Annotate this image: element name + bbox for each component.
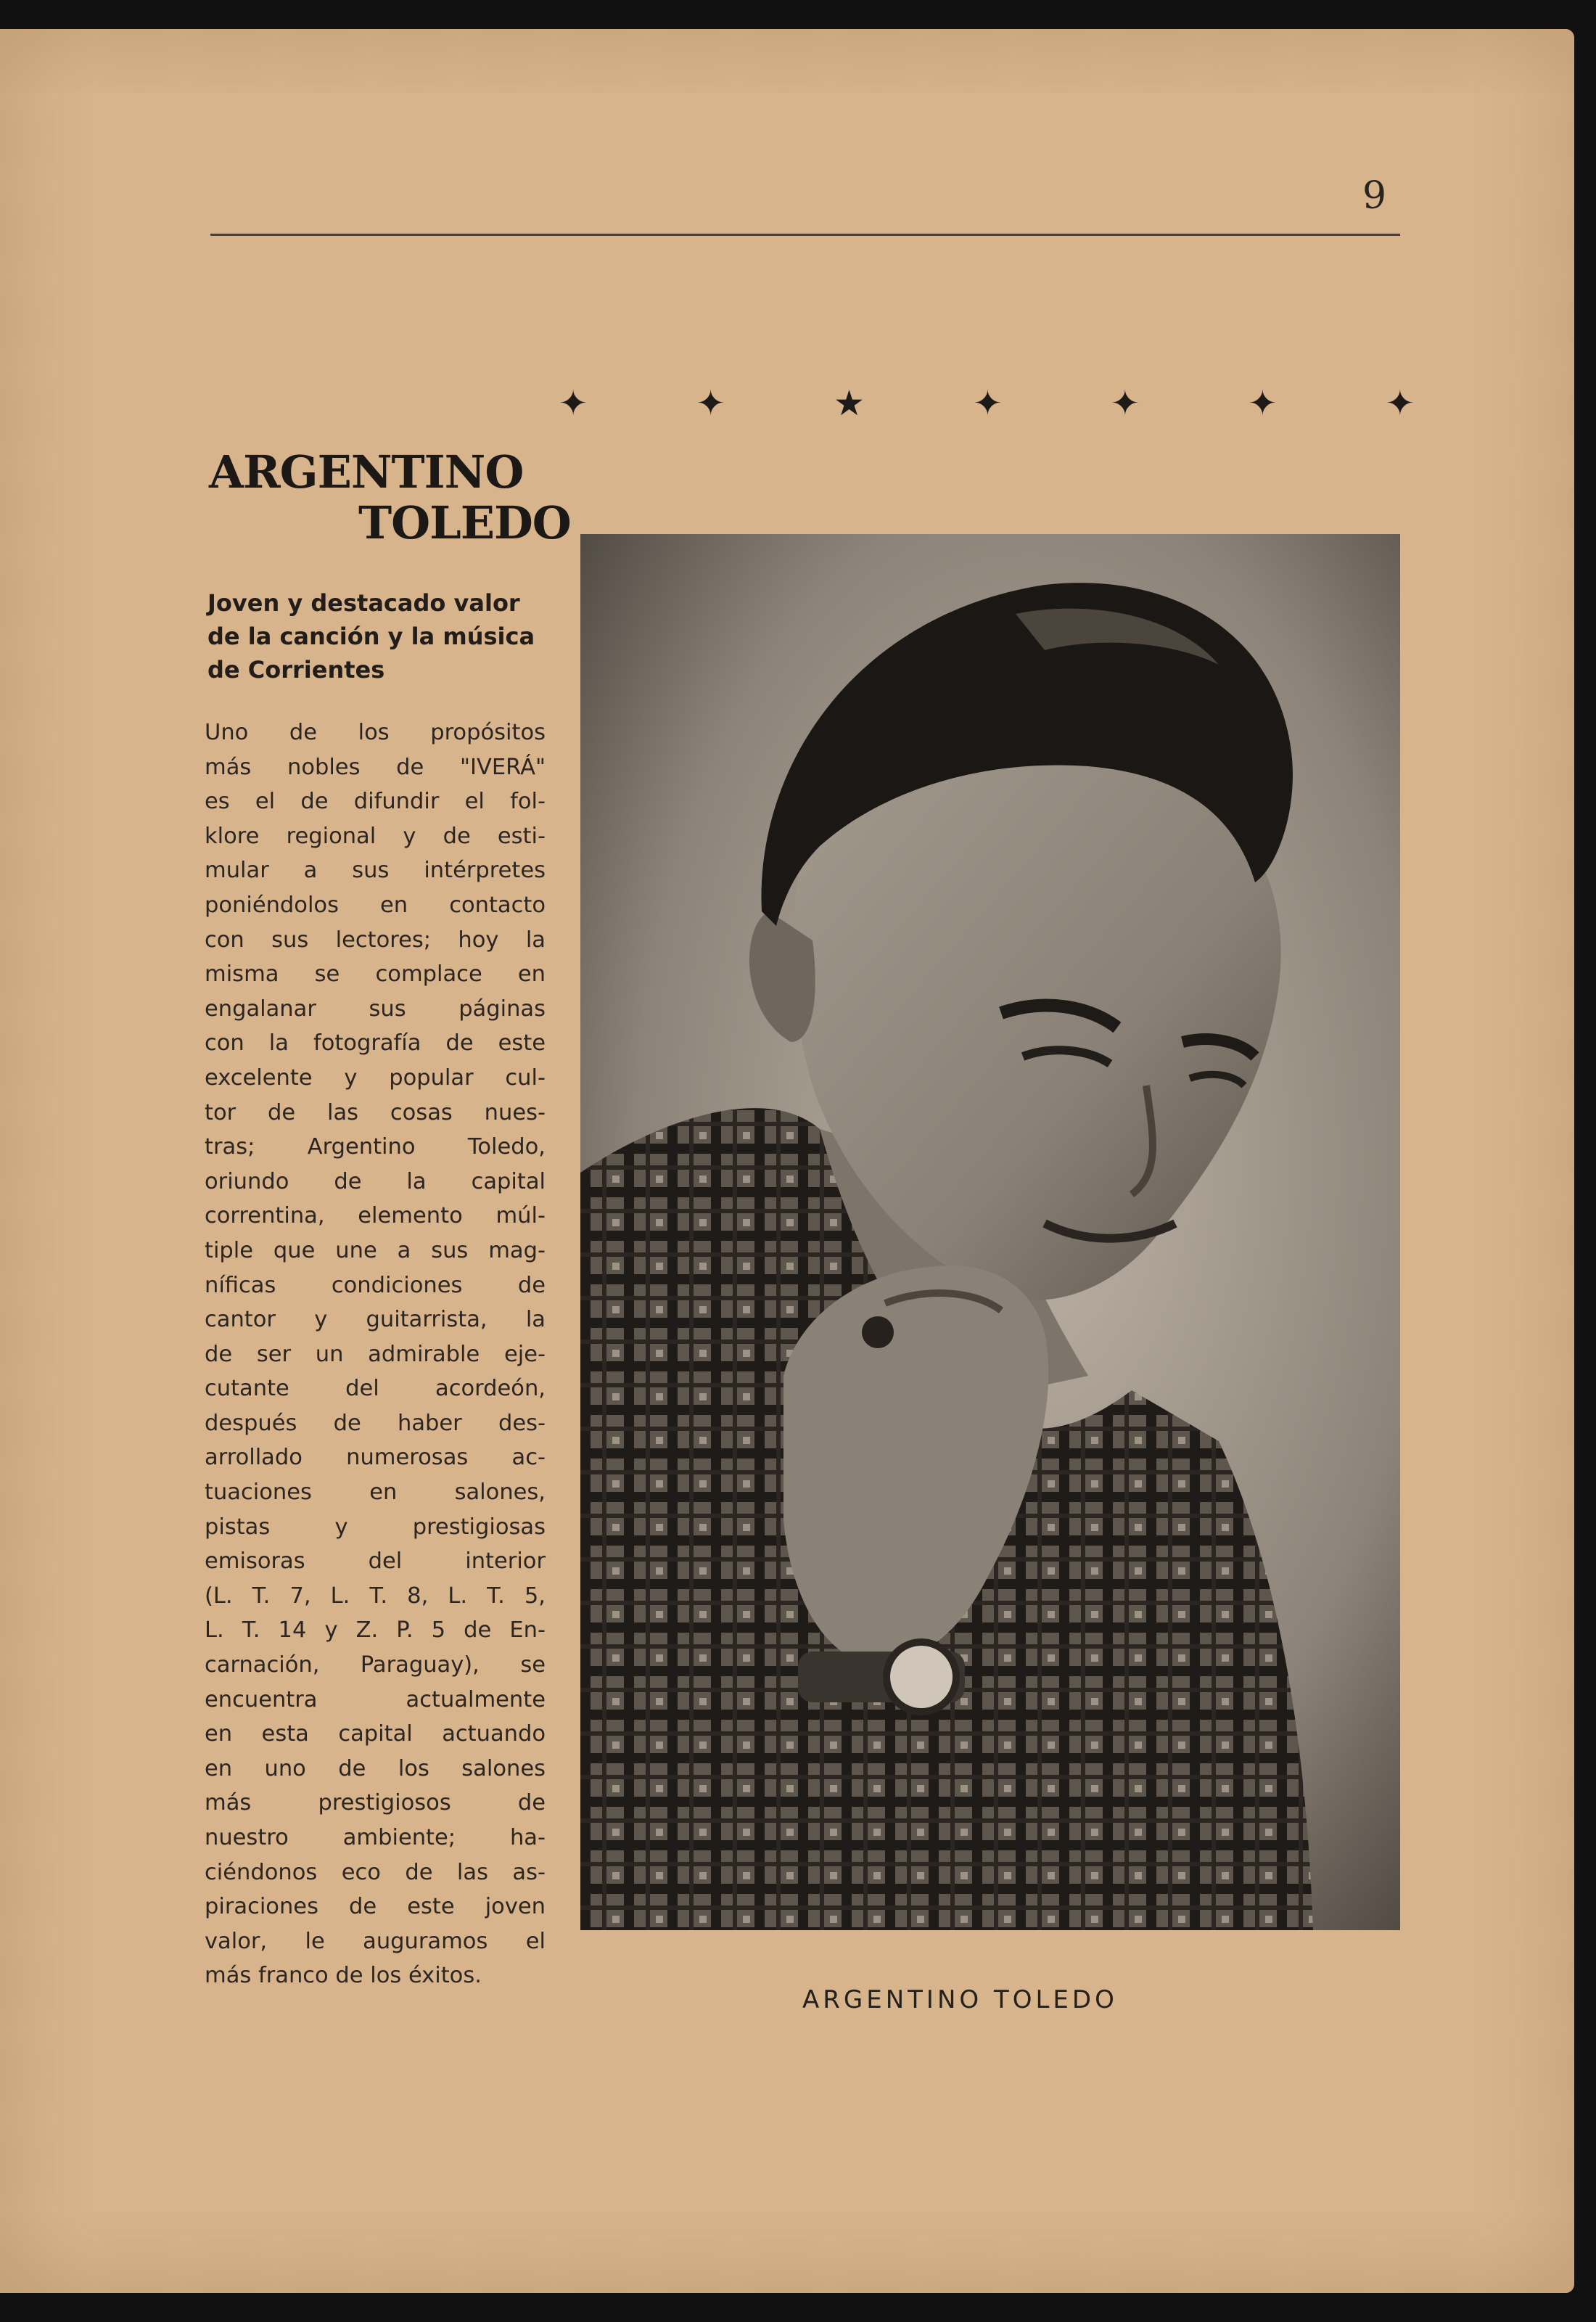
body-line: poniéndolos en contacto [205,892,546,918]
body-line: engalanar sus páginas [205,996,546,1022]
body-line: oriundo de la capital [205,1168,546,1194]
body-line: tiple que une a sus mag- [205,1237,546,1263]
body-line: Uno de los propósitos [205,720,546,745]
star-icon: ✦ [973,383,1003,424]
body-line: correntina, elemento múl- [205,1203,546,1229]
body-line: mular a sus intérpretes [205,858,546,884]
body-line: excelente y popular cul- [205,1064,546,1091]
body-line: valor, le auguramos el [205,1928,546,1954]
star-ornament [559,383,1415,424]
body-line: más prestigiosos de [205,1790,546,1816]
star-icon: ✦ [1385,383,1415,424]
body-line: (L. T. 7, L. T. 8, L. T. 5, [205,1583,546,1609]
body-line: misma se complace en [205,961,546,988]
body-line: más nobles de "IVERÁ" [205,754,546,780]
star-icon: ✦ [559,383,588,424]
header-rule [210,234,1400,236]
star-icon: ★ [833,383,865,424]
body-line: más franco de los éxitos. [205,1963,482,1989]
body-line: klore regional y de esti- [205,823,546,849]
article-title-line1: ARGENTINO [209,446,524,499]
body-line: tor de las cosas nues- [205,1099,546,1125]
body-line: pistas y prestigiosas [205,1514,546,1540]
body-line: piraciones de este joven [205,1894,546,1920]
body-line: emisoras del interior [205,1548,546,1575]
portrait-illustration [580,534,1400,1930]
article-body [205,715,546,1993]
page-number: 9 [1362,174,1387,218]
body-line: en uno de los salones [205,1755,546,1781]
body-line: tras; Argentino Toledo, [205,1134,546,1160]
body-line: después de haber des- [205,1410,546,1436]
body-line: con sus lectores; hoy la [205,927,546,953]
body-line: es el de difundir el fol- [205,789,546,815]
star-icon: ✦ [1110,383,1140,424]
body-line: cantor y guitarrista, la [205,1307,546,1333]
body-line: de ser un admirable eje- [205,1341,546,1367]
body-line: ciéndonos eco de las as- [205,1859,546,1885]
body-line: en esta capital actuando [205,1721,546,1747]
article-title-line2: TOLEDO [358,496,571,549]
star-icon: ✦ [696,383,725,424]
body-line: arrollado numerosas ac- [205,1445,546,1471]
photo-caption: ARGENTINO TOLEDO [802,1985,1118,2014]
body-line: cutante del acordeón, [205,1376,546,1402]
body-line: tuaciones en salones, [205,1480,546,1506]
body-line: carnación, Paraguay), se [205,1652,546,1678]
portrait-photo [580,534,1400,1930]
body-line: encuentra actualmente [205,1686,546,1712]
body-line: L. T. 14 y Z. P. 5 de En- [205,1617,546,1644]
article-subtitle: Joven y destacado valor de la canción y la música de Corrientes [207,589,535,684]
body-line: níficas condiciones de [205,1272,546,1298]
body-line: nuestro ambiente; ha- [205,1825,546,1850]
body-line: con la fotografía de este [205,1030,546,1057]
star-icon: ✦ [1248,383,1278,424]
